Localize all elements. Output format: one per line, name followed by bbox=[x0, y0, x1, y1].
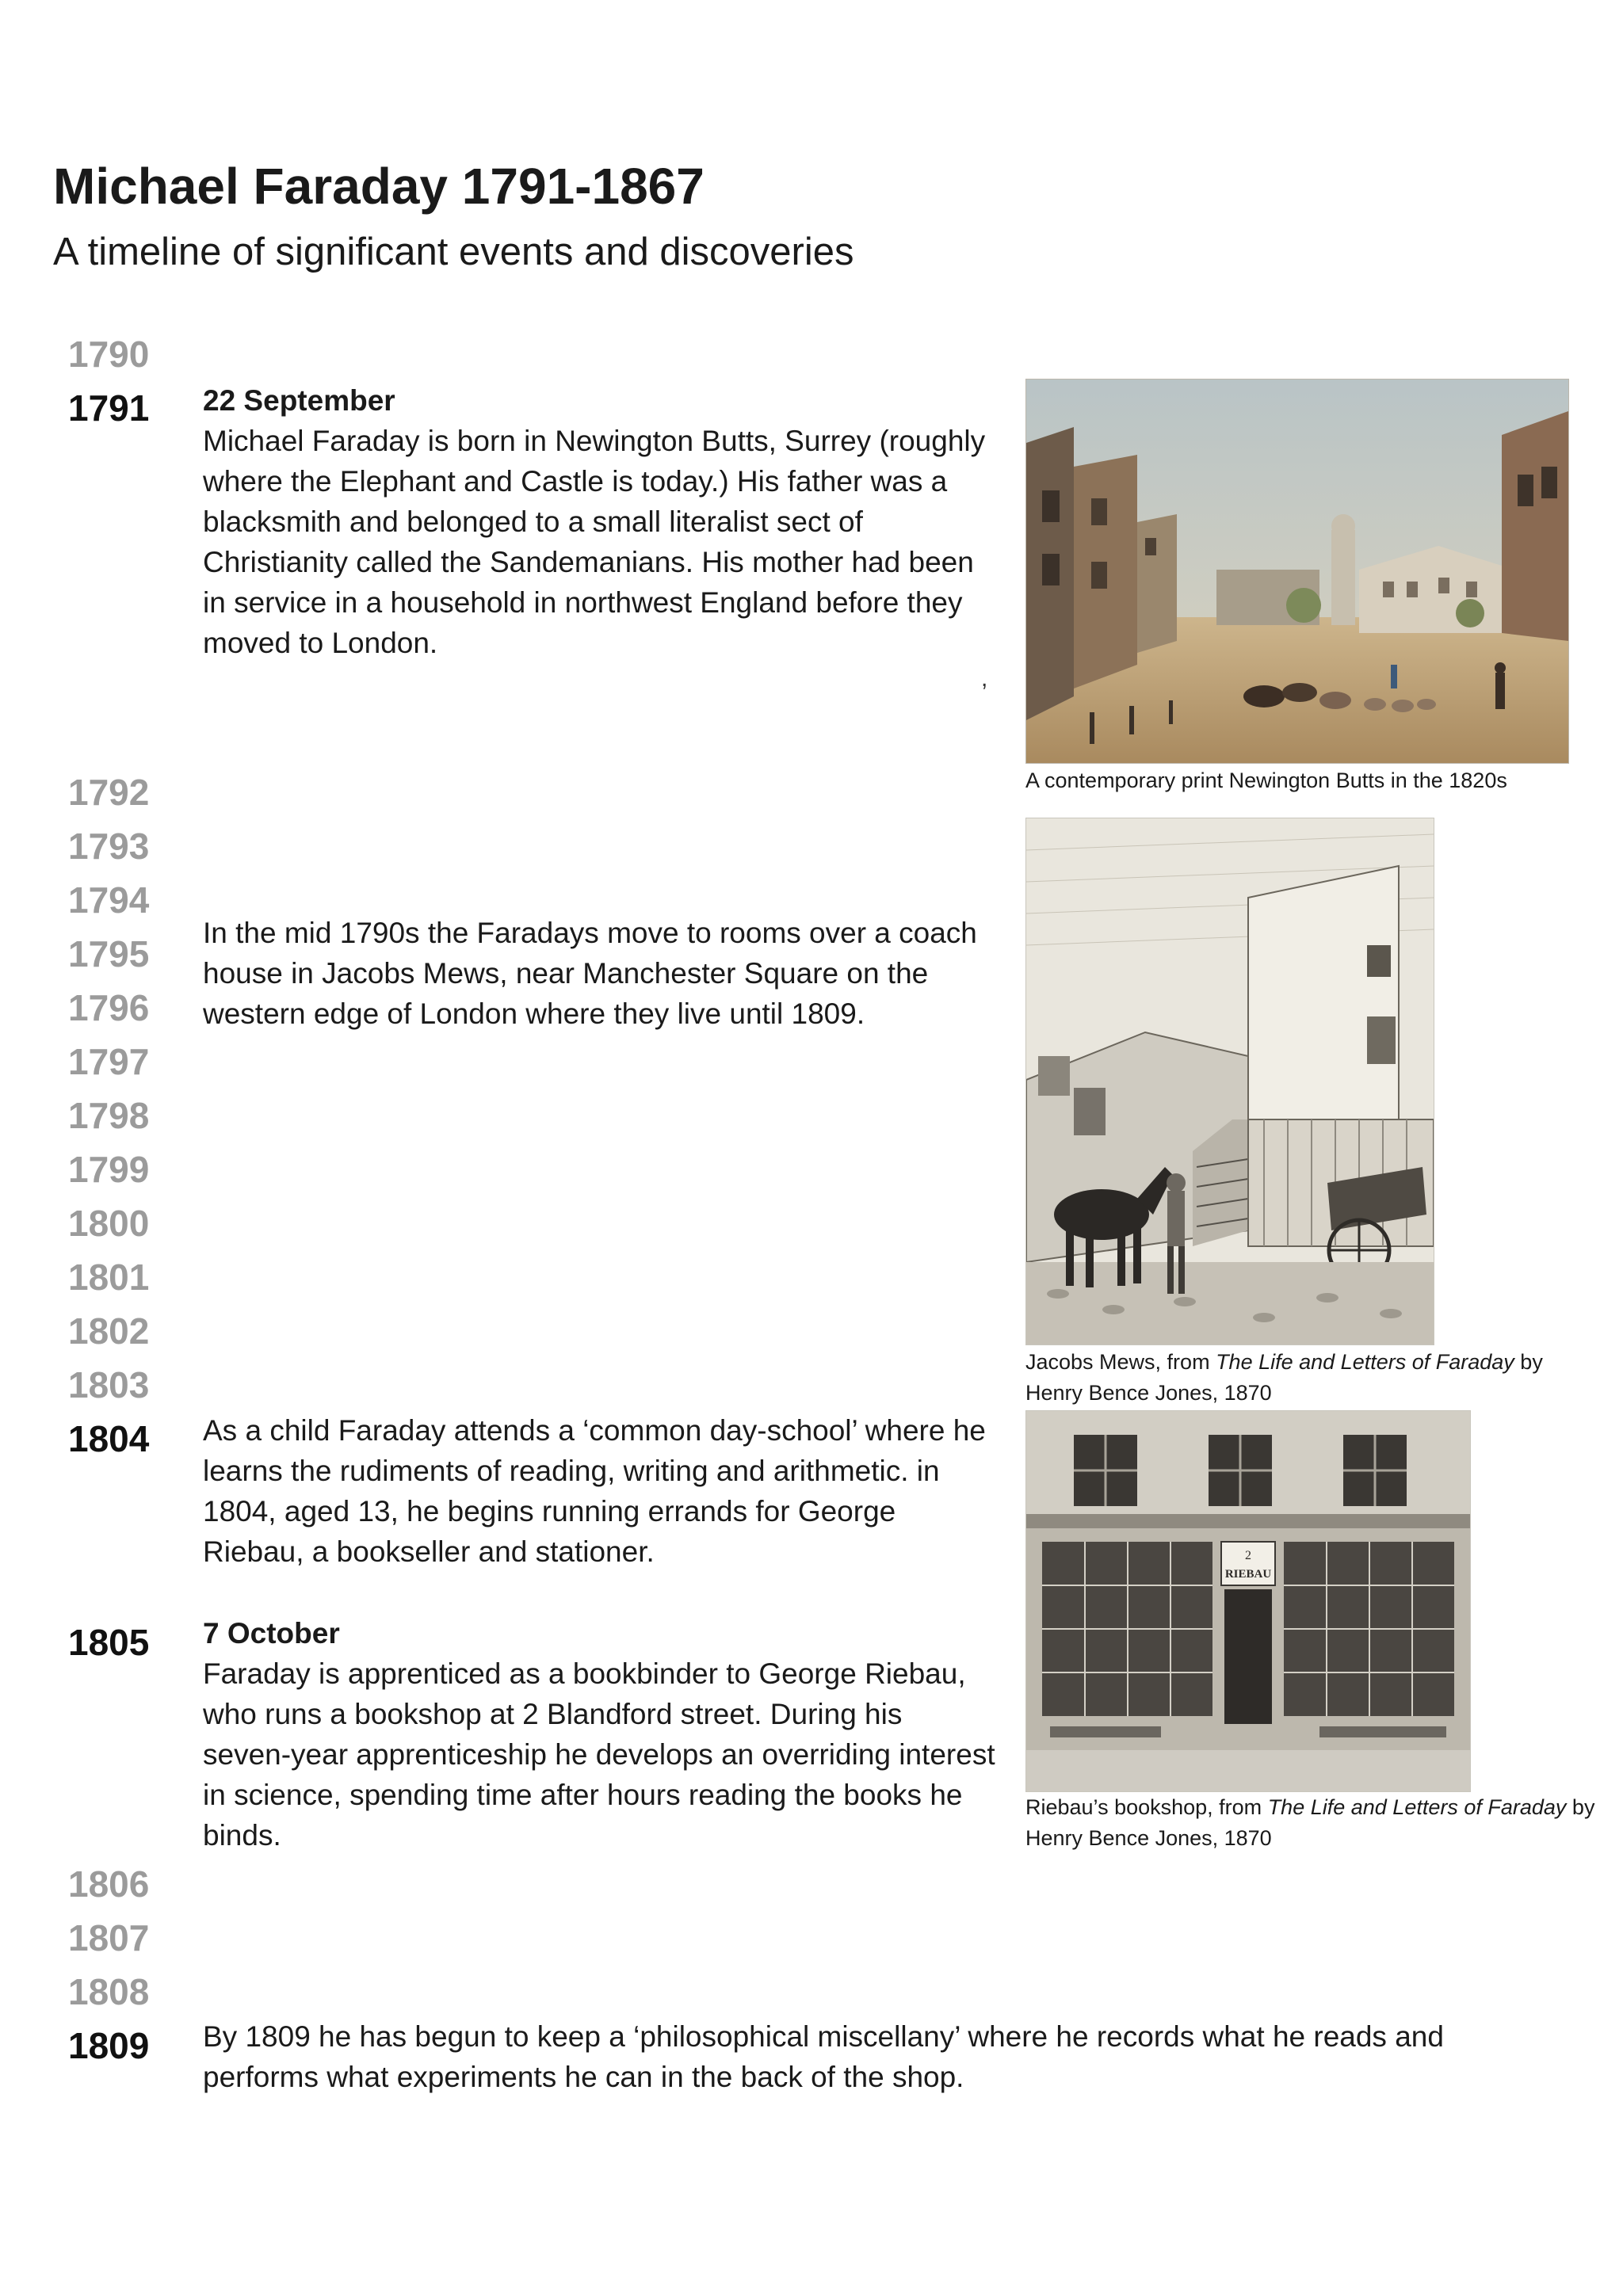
year-label: 1804 bbox=[68, 1418, 150, 1459]
year-label: 1793 bbox=[68, 826, 150, 867]
year-label: 1799 bbox=[68, 1149, 150, 1190]
figure-caption: Riebau’s bookshop, from The Life and Letters of Faraday by Henry Bence Jones, 1870 bbox=[1025, 1795, 1595, 1850]
year-label: 1806 bbox=[68, 1863, 150, 1905]
timeline-entry bbox=[203, 1410, 1003, 1572]
entry-text: Faraday is apprenticed as a bookbinder to George Riebau, who runs a bookshop at 2 Blandford street. During his seven-year apprenticeship he develops an overriding interest in science, spending time after hours reading the books he binds. bbox=[203, 1657, 995, 1852]
year-label: 1792 bbox=[68, 772, 150, 813]
figure-caption: A contemporary print Newington Butts in the 1820s bbox=[1025, 769, 1507, 792]
year-label: 1807 bbox=[68, 1917, 150, 1958]
stray-comma: , bbox=[981, 666, 988, 692]
year-label: 1808 bbox=[68, 1971, 150, 2012]
riebau-bookshop-image bbox=[1025, 1410, 1471, 1792]
page-subtitle: A timeline of significant events and discoveries bbox=[53, 231, 854, 273]
year-label: 1796 bbox=[68, 987, 150, 1028]
timeline-entry bbox=[203, 2016, 1518, 2097]
year-label: 1805 bbox=[68, 1622, 150, 1663]
newington-butts-image bbox=[1025, 379, 1569, 764]
entry-date: 22 September bbox=[203, 384, 395, 417]
year-label: 1803 bbox=[68, 1364, 150, 1405]
timeline-entry bbox=[203, 380, 987, 663]
timeline-entry bbox=[203, 1613, 995, 1855]
shop-sign-number: 2 bbox=[1245, 1549, 1251, 1562]
shop-sign-text: RIEBAU bbox=[1224, 1568, 1272, 1581]
jacobs-mews-image bbox=[1025, 818, 1434, 1345]
year-label: 1790 bbox=[68, 334, 150, 375]
year-label: 1794 bbox=[68, 879, 150, 921]
year-label: 1800 bbox=[68, 1203, 150, 1244]
year-label: 1802 bbox=[68, 1310, 150, 1352]
year-label: 1797 bbox=[68, 1041, 150, 1082]
entry-date: 7 October bbox=[203, 1617, 340, 1650]
year-label: 1801 bbox=[68, 1257, 150, 1298]
year-label: 1791 bbox=[68, 387, 150, 429]
entry-text: Michael Faraday is born in Newington Butts, Surrey (roughly where the Elephant and Castle is today.) His father was a blacksmith and belonged to a small literalist sect of Christianity called the Sandemanians. His mother had been in service in a household in northwest England before they moved to London. bbox=[203, 425, 986, 659]
figure-caption: Jacobs Mews, from The Life and Letters of Faraday by Henry Bence Jones, 1870 bbox=[1025, 1350, 1543, 1405]
timeline-entry bbox=[203, 913, 987, 1034]
year-label: 1795 bbox=[68, 933, 150, 974]
entry-text: By 1809 he has begun to keep a ‘philosophical miscellany’ where he records what he reads and performs what experiments he can in the back of the shop. bbox=[203, 2020, 1444, 2093]
entry-text: As a child Faraday attends a ‘common day-school’ where he learns the rudiments of reading, writing and arithmetic. in 1804, aged 13, he begins running errands for George Riebau, a bookseller and stationer. bbox=[203, 1414, 986, 1568]
page-title: Michael Faraday 1791-1867 bbox=[53, 158, 705, 215]
year-label: 1798 bbox=[68, 1095, 150, 1136]
entry-text: In the mid 1790s the Faradays move to rooms over a coach house in Jacobs Mews, near Manchester Square on the western edge of London where they live until 1809. bbox=[203, 917, 977, 1030]
year-label: 1809 bbox=[68, 2025, 150, 2066]
